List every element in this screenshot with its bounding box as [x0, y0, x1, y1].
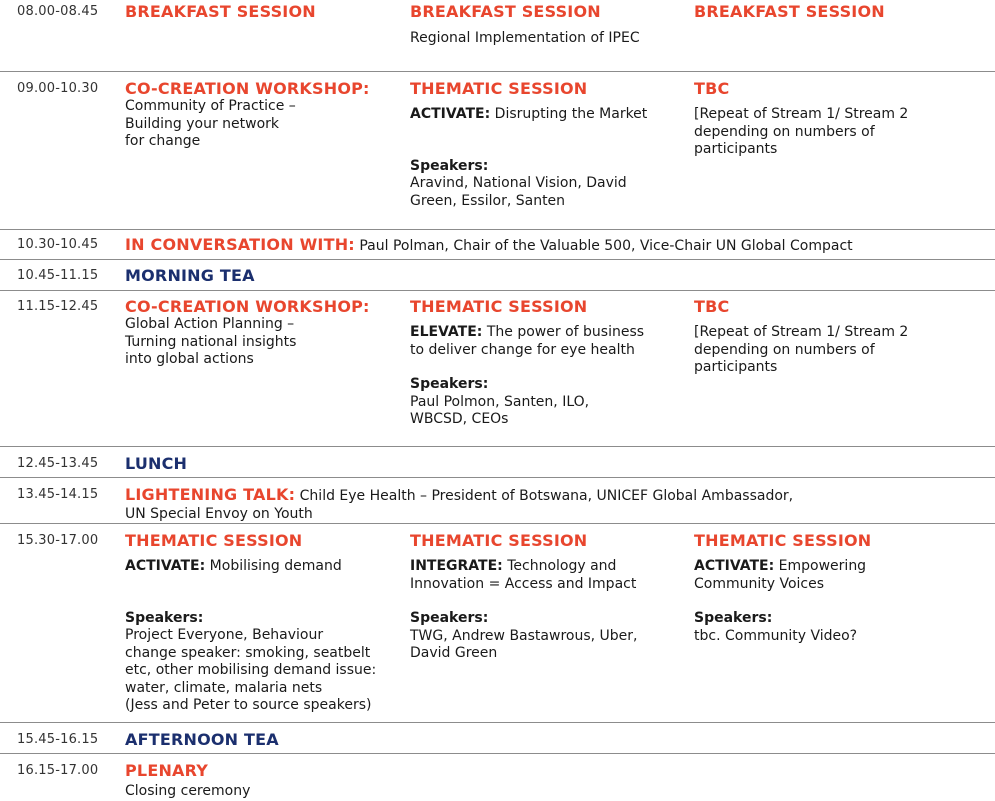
session-label: INTEGRATE:	[410, 558, 503, 574]
session-title: TBC	[694, 297, 730, 316]
session-cell	[125, 485, 985, 523]
session-cell	[125, 297, 395, 369]
time-slot: 12.45-13.45	[17, 456, 99, 471]
speakers-list: Project Everyone, Behaviour change speaker: smoking, seatbelt etc, other mobilising demand issue: water, climate, malaria nets (Jess and Peter to source speakers)	[125, 627, 377, 713]
row-divider	[0, 753, 995, 754]
session-title: BREAKFAST SESSION	[410, 2, 601, 21]
session-title: THEMATIC SESSION	[410, 531, 588, 550]
session-title: PLENARY	[125, 761, 209, 780]
session-title: LIGHTENING TALK:	[125, 485, 296, 504]
row-divider	[0, 71, 995, 72]
session-cell	[125, 79, 395, 151]
time-slot: 15.45-16.15	[17, 732, 99, 747]
session-description	[410, 558, 680, 593]
session-cell	[694, 79, 984, 159]
session-label: ACTIVATE:	[410, 106, 491, 122]
row-divider	[0, 259, 995, 260]
session-title: BREAKFAST SESSION	[694, 2, 885, 21]
session-title: MORNING TEA	[125, 266, 255, 285]
session-cell	[125, 761, 395, 801]
session-topic: Empowering Community Voices	[694, 558, 867, 592]
session-description: [Repeat of Stream 1/ Stream 2 depending on numbers of participants	[694, 324, 909, 375]
session-cell	[410, 297, 680, 429]
session-title: THEMATIC SESSION	[125, 531, 303, 550]
row-divider	[0, 722, 995, 723]
time-slot: 13.45-14.15	[17, 487, 99, 502]
session-title: BREAKFAST SESSION	[125, 2, 316, 21]
speakers-list: tbc. Community Video?	[694, 627, 858, 644]
time-slot: 09.00-10.30	[17, 81, 99, 96]
speakers-label: Speakers:	[125, 609, 204, 626]
session-title: CO-CREATION WORKSHOP:	[125, 79, 370, 98]
session-cell	[694, 2, 984, 21]
time-slot: 16.15-17.00	[17, 763, 99, 778]
session-cell	[125, 730, 279, 750]
session-description: Regional Implementation of IPEC	[410, 30, 640, 46]
session-cell	[125, 454, 187, 474]
session-description: Closing ceremony	[125, 783, 251, 799]
session-topic: Technology and Innovation = Access and Impact	[410, 558, 637, 592]
session-cell	[694, 297, 984, 377]
time-slot: 10.30-10.45	[17, 237, 99, 252]
session-cell	[125, 266, 255, 286]
session-title: LUNCH	[125, 454, 188, 473]
session-description-cont: UN Special Envoy on Youth	[125, 506, 313, 522]
session-cell	[410, 79, 680, 210]
session-description	[694, 558, 984, 593]
session-title: IN CONVERSATION WITH:	[125, 235, 355, 254]
session-description: [Repeat of Stream 1/ Stream 2 depending on numbers of participants	[694, 106, 909, 157]
speakers-list: Paul Polmon, Santen, ILO, WBCSD, CEOs	[410, 393, 590, 427]
session-label: ACTIVATE:	[125, 558, 206, 574]
session-description	[410, 106, 680, 124]
time-slot: 08.00-08.45	[17, 4, 99, 19]
session-description: Community of Practice – Building your network for change	[125, 98, 296, 149]
session-title: AFTERNOON TEA	[125, 730, 279, 749]
session-description: Child Eye Health – President of Botswana, UNICEF Global Ambassador,	[295, 488, 794, 504]
speakers-label: Speakers:	[410, 376, 489, 392]
session-label: ACTIVATE:	[694, 558, 775, 574]
session-cell	[125, 531, 395, 715]
speakers-label: Speakers:	[410, 610, 489, 626]
session-topic: Mobilising demand	[205, 558, 342, 574]
session-title: THEMATIC SESSION	[410, 297, 588, 316]
speakers-list: TWG, Andrew Bastawrous, Uber, David Green	[410, 627, 638, 661]
session-title: CO-CREATION WORKSHOP:	[125, 297, 370, 316]
session-label: ELEVATE:	[410, 324, 483, 340]
session-topic: Disrupting the Market	[490, 106, 648, 122]
time-slot: 15.30-17.00	[17, 533, 99, 548]
row-divider	[0, 523, 995, 524]
session-description: Global Action Planning – Turning national insights into global actions	[125, 316, 297, 367]
speakers-list: Aravind, National Vision, David Green, Essilor, Santen	[410, 175, 627, 209]
session-description	[125, 558, 395, 576]
row-divider	[0, 477, 995, 478]
session-cell	[125, 235, 853, 255]
session-title: THEMATIC SESSION	[694, 531, 872, 550]
row-divider	[0, 229, 995, 230]
session-title: TBC	[694, 79, 730, 98]
time-slot: 11.15-12.45	[17, 299, 99, 314]
session-description: Paul Polman, Chair of the Valuable 500, Vice-Chair UN Global Compact	[354, 238, 853, 254]
session-title: THEMATIC SESSION	[410, 79, 588, 98]
session-cell	[125, 2, 395, 21]
row-divider	[0, 290, 995, 291]
session-cell	[410, 531, 680, 663]
session-topic: The power of business to deliver change for eye health	[410, 324, 645, 358]
session-description	[410, 324, 680, 359]
row-divider	[0, 446, 995, 447]
session-cell	[410, 2, 680, 48]
time-slot: 10.45-11.15	[17, 268, 99, 283]
session-cell	[694, 531, 984, 645]
speakers-label: Speakers:	[694, 610, 773, 626]
speakers-label: Speakers:	[410, 157, 489, 174]
